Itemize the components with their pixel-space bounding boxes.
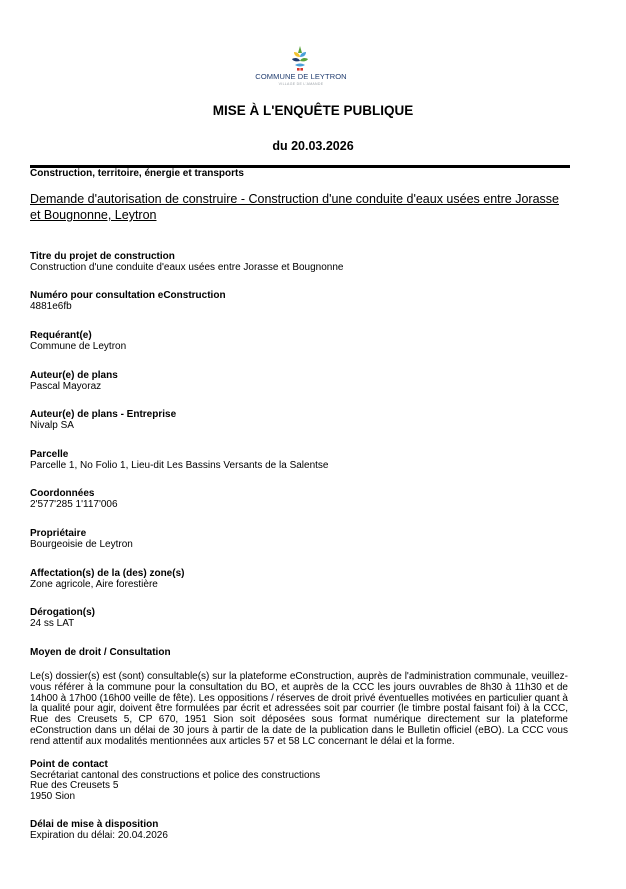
field-delai <box>30 820 575 841</box>
contact-line: 1950 Sion <box>30 790 76 802</box>
request-title: Demande d'autorisation de construire - Construction d'une conduite d'eaux usées entre Jorasse et Bougnonne, Leytron <box>30 192 559 222</box>
logo-name: COMMUNE DE LEYTRON <box>255 72 347 81</box>
field-entreprise <box>30 410 575 431</box>
field-coordonnees <box>30 489 575 510</box>
field-value: Parcelle 1, No Folio 1, Lieu-dit Les Bassins Versants de la Salentse <box>30 459 329 471</box>
field-label: Titre du projet de construction <box>30 251 175 262</box>
commune-emblem-icon <box>289 44 311 72</box>
publication-date: du 20.03.2026 <box>272 139 354 153</box>
legal-notice: Le(s) dossier(s) est (sont) consultable(s) sur la plateforme eConstruction, auprès de l'administration communale, veuillez-vous référer à la commune pour la consultation du BO, et auprès de la CCC les jours ouvrables de 8h30 à 11h30 et de 14h00 à 17h00 (16h00 veille de fête). Les oppositions / réserves de droit privé éventuelles motivées en particulier quant à la qualité pour agir, doivent être formulées par écrit et adressées soit par courrier (le timbre postal faisant foi) à la CCC, Rue des Creusets 5, CP 670, 1951 Sion soit déposées sous format numérique directement sur la plateforme eConstruction dans un délai de 30 jours à partir de la date de la publication dans le Bulletin officiel (eBO). La CCC vous rend attentif aux modalités mentionnées aux articles 57 et 58 LC concernant le délai et la forme. <box>30 671 568 747</box>
field-value: 4881e6fb <box>30 300 72 312</box>
field-value: 24 ss LAT <box>30 617 75 629</box>
field-auteur <box>30 371 575 392</box>
field-affectation <box>30 569 575 590</box>
field-label: Numéro pour consultation eConstruction <box>30 290 226 301</box>
field-value: Commune de Leytron <box>30 340 127 352</box>
field-label: Coordonnées <box>30 488 95 499</box>
field-parcelle <box>30 450 575 471</box>
field-label: Affectation(s) de la (des) zone(s) <box>30 568 185 579</box>
field-label: Requérant(e) <box>30 330 92 341</box>
field-label: Auteur(e) de plans - Entreprise <box>30 409 177 420</box>
field-moyen <box>30 648 575 659</box>
page-title: MISE À L'ENQUÊTE PUBLIQUE <box>212 103 414 118</box>
field-proprietaire <box>30 529 575 550</box>
field-titre <box>30 252 575 273</box>
field-label: Point de contact <box>30 759 108 770</box>
field-value: Expiration du délai: 20.04.2026 <box>30 829 168 841</box>
field-label: Parcelle <box>30 449 69 460</box>
field-contact <box>30 760 575 802</box>
field-requerant <box>30 331 575 352</box>
field-value: Zone agricole, Aire forestière <box>30 578 158 590</box>
field-derogation <box>30 608 575 629</box>
field-value: 2'577'285 1'117'006 <box>30 498 118 510</box>
field-label: Auteur(e) de plans <box>30 370 118 381</box>
field-value: Nivalp SA <box>30 419 74 431</box>
commune-logo <box>253 44 373 90</box>
field-value: Construction d'une conduite d'eaux usées entre Jorasse et Bougnonne <box>30 261 344 273</box>
contact-line: Secrétariat cantonal des constructions et police des constructions <box>30 769 321 781</box>
contact-line: Rue des Creusets 5 <box>30 780 119 791</box>
field-label: Délai de mise à disposition <box>30 819 159 830</box>
category-label: Construction, territoire, énergie et transports <box>30 168 244 179</box>
logo-subtitle: VILLAGE DE L'AMANDE <box>278 82 324 86</box>
field-label: Propriétaire <box>30 528 87 539</box>
field-label: Dérogation(s) <box>30 607 95 618</box>
field-value: Bourgeoisie de Leytron <box>30 538 133 550</box>
field-label: Moyen de droit / Consultation <box>30 647 171 658</box>
field-value: Pascal Mayoraz <box>30 380 102 392</box>
field-numero <box>30 291 575 312</box>
